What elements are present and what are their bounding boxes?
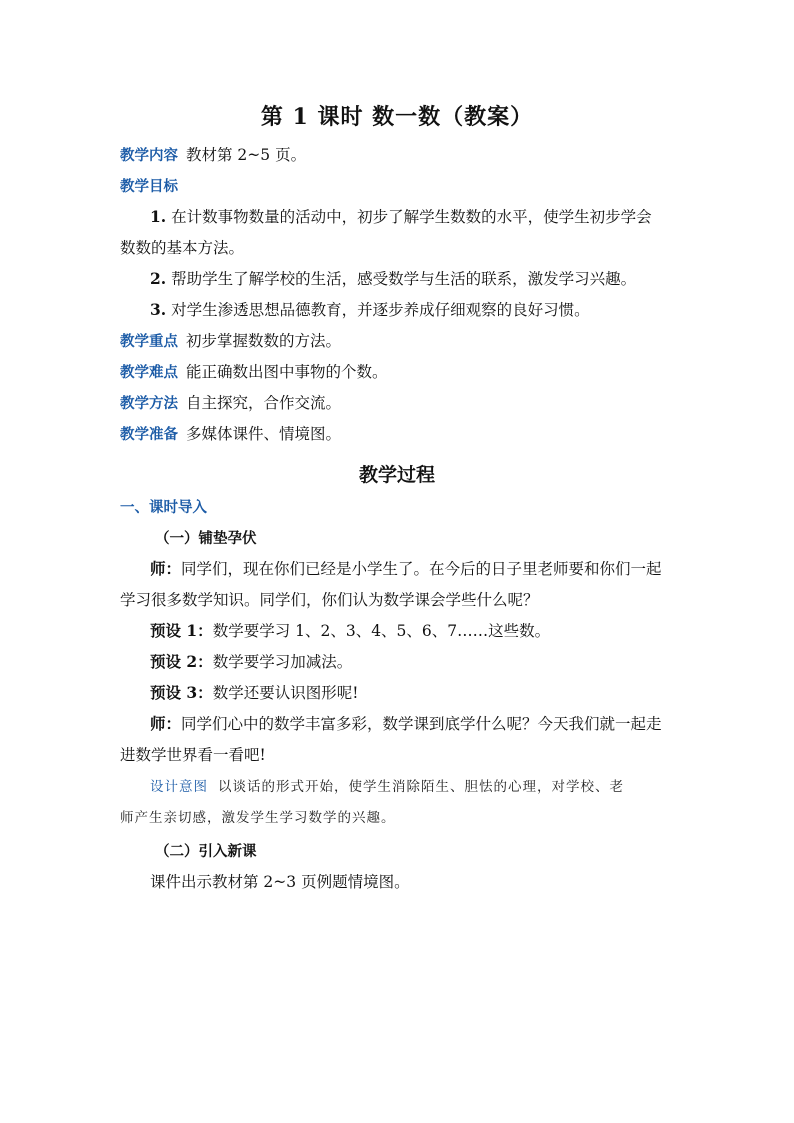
goals-label: 教学目标 xyxy=(120,179,178,195)
preset-2 xyxy=(150,652,352,672)
goal-1-text-1: 在计数事物数量的活动中，初步了解学生数数的水平，使学生初步学会 xyxy=(171,208,652,226)
content-row xyxy=(120,145,306,166)
difficulty-text: 能正确数出图中事物的个数。 xyxy=(186,363,388,381)
goal-1-number: 1. xyxy=(150,207,167,226)
difficulty-row xyxy=(120,362,388,383)
goal-3-number: 3. xyxy=(150,300,167,319)
teacher-label-1: 师： xyxy=(150,559,182,578)
process-heading: 教学过程 xyxy=(358,464,435,486)
section-1-title xyxy=(120,497,207,518)
teacher-text-2a: 同学们心中的数学丰富多彩，数学课到底学什么呢？今天我们就一起走 xyxy=(181,715,662,733)
page-title: 第 1 课时 数一数（教案） xyxy=(260,104,534,130)
subsection-2-title xyxy=(155,841,257,862)
goal-1-line-1 xyxy=(150,207,652,227)
preparation-label: 教学准备 xyxy=(120,427,178,443)
content-text: 教材第 2~5 页。 xyxy=(186,146,307,164)
design-intent-text-1: 以谈话的形式开始，使学生消除陌生、胆怯的心理，对学校、老 xyxy=(218,779,624,795)
intro-text: 课件出示教材第 2~3 页例题情境图。 xyxy=(150,873,410,891)
preparation-row xyxy=(120,424,341,445)
method-text: 自主探究，合作交流。 xyxy=(186,394,342,412)
teacher-line-2 xyxy=(150,714,662,734)
goal-2-text: 帮助学生了解学校的生活，感受数学与生活的联系，激发学习兴趣。 xyxy=(171,270,637,288)
content-label: 教学内容 xyxy=(120,148,178,164)
method-row xyxy=(120,393,341,414)
goals-heading xyxy=(120,176,186,197)
goal-3 xyxy=(150,300,590,320)
preset-2-text: 数学要学习加减法。 xyxy=(212,653,353,671)
teacher-text-1a: 同学们，现在你们已经是小学生了。在今后的日子里老师要和你们一起 xyxy=(181,560,662,578)
subsection-2-title-text: （二）引入新课 xyxy=(155,844,257,860)
preset-3-text: 数学还要认识图形呢! xyxy=(212,684,359,702)
preset-1-text: 数学要学习 1、2、3、4、5、6、7……这些数。 xyxy=(212,622,551,640)
subsection-1-title xyxy=(155,528,257,549)
preparation-text: 多媒体课件、情境图。 xyxy=(186,425,342,443)
preset-3-label: 预设 3： xyxy=(150,683,213,702)
difficulty-label: 教学难点 xyxy=(120,365,178,381)
subsection-1-title-text: （一）铺垫孕伏 xyxy=(155,531,257,547)
preset-1 xyxy=(150,621,550,641)
preset-1-label: 预设 1： xyxy=(150,621,213,640)
design-intent-text-2: 师产生亲切感，激发学生学习数学的兴趣。 xyxy=(120,810,396,826)
teacher-line-1 xyxy=(150,559,662,579)
design-intent-label: 设计意图 xyxy=(150,779,208,795)
key-point-label: 教学重点 xyxy=(120,334,178,350)
preset-3 xyxy=(150,683,358,703)
preset-2-label: 预设 2： xyxy=(150,652,213,671)
key-point-row xyxy=(120,331,341,352)
teacher-text-2b: 进数学世界看一看吧! xyxy=(120,746,266,764)
teacher-text-1b: 学习很多数学知识。同学们，你们认为数学课会学些什么呢？ xyxy=(120,591,539,609)
goal-2 xyxy=(150,269,636,289)
method-label: 教学方法 xyxy=(120,396,178,412)
section-1-title-text: 一、课时导入 xyxy=(120,500,207,516)
design-intent-line-1 xyxy=(150,777,624,797)
goal-1-line-2: 数数的基本方法。 xyxy=(120,239,245,257)
teacher-label-2: 师： xyxy=(150,714,182,733)
goal-2-number: 2. xyxy=(150,269,167,288)
goal-3-text: 对学生渗透思想品德教育，并逐步养成仔细观察的良好习惯。 xyxy=(171,301,590,319)
key-point-text: 初步掌握数数的方法。 xyxy=(186,332,342,350)
